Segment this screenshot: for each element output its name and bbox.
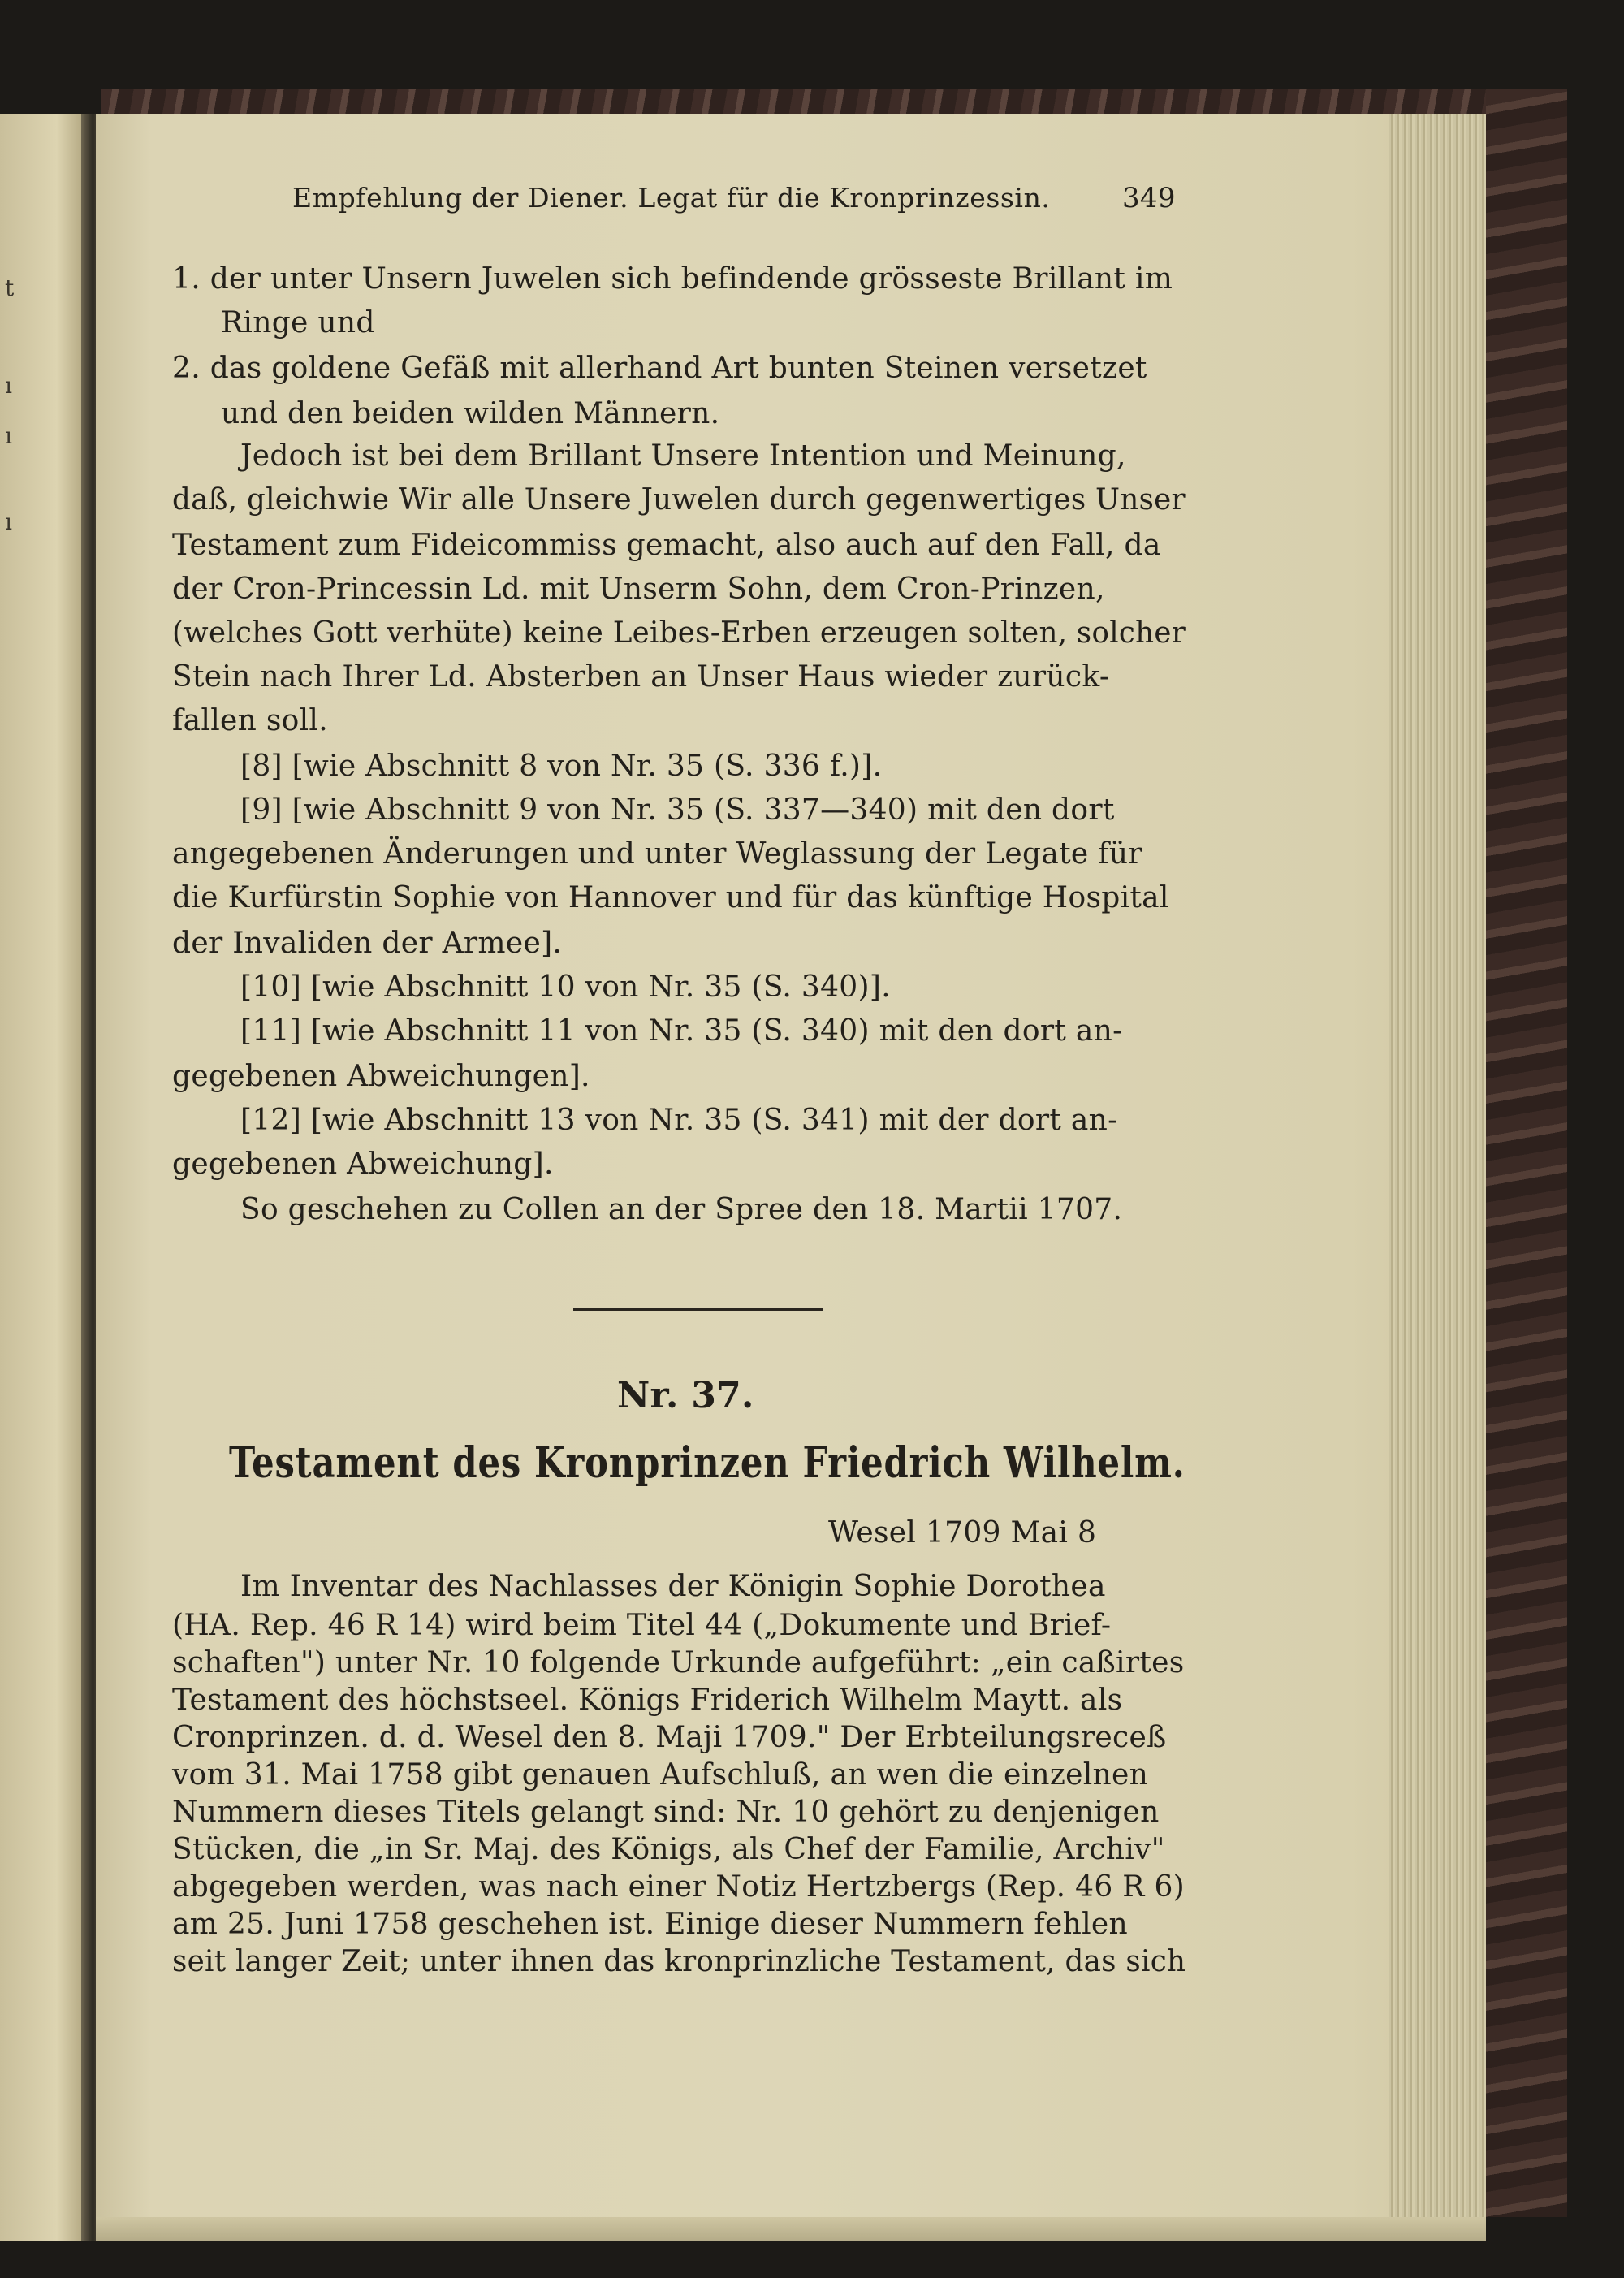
page-number: 349 [1122, 182, 1176, 214]
text-line: 1. der unter Unsern Juwelen sich befindende grösseste Brillant im [172, 262, 1173, 296]
document-title: Testament des Kronprinzen Friedrich Wilhelm. [229, 1438, 1186, 1488]
text-line: 2. das goldene Gefäß mit allerhand Art bunten Steinen versetzet [172, 352, 1147, 385]
text-line: am 25. Juni 1758 geschehen ist. Einige dieser Nummern fehlen [172, 1908, 1128, 1941]
text-line: Testament zum Fideicommiss gemacht, also auch auf den Fall, da [172, 529, 1161, 562]
left-page-mark: ı [5, 372, 12, 399]
text-line: (HA. Rep. 46 R 14) wird beim Titel 44 („Dokumente und Brief- [172, 1609, 1112, 1642]
text-line: und den beiden wilden Männern. [221, 397, 720, 430]
text-line: fallen soll. [172, 704, 328, 737]
text-line: Ringe und [221, 306, 375, 339]
text-line: angegebenen Änderungen und unter Weglassung der Legate für [172, 837, 1142, 871]
left-page-mark: ı [5, 422, 12, 449]
text-line: der Cron-Princessin Ld. mit Unserm Sohn, dem Cron-Prinzen, [172, 573, 1105, 606]
text-line: [11] [wie Abschnitt 11 von Nr. 35 (S. 340) mit den dort an- [240, 1014, 1123, 1048]
section-divider [573, 1308, 823, 1311]
text-line: Nummern dieses Titels gelangt sind: Nr. 10 gehört zu denjenigen [172, 1796, 1160, 1829]
text-line: gegebenen Abweichung]. [172, 1148, 554, 1181]
text-line: schaften") unter Nr. 10 folgende Urkunde aufgeführt: „ein caßirtes [172, 1646, 1185, 1679]
text-line: Stücken, die „in Sr. Maj. des Königs, als Chef der Familie, Archiv" [172, 1833, 1165, 1866]
left-page-mark: ı [5, 508, 12, 535]
text-line: [10] [wie Abschnitt 10 von Nr. 35 (S. 340)]. [240, 970, 891, 1004]
text-line: Testament des höchstseel. Königs Friderich Wilhelm Maytt. als [172, 1684, 1123, 1717]
text-line: [12] [wie Abschnitt 13 von Nr. 35 (S. 341) mit der dort an- [240, 1104, 1118, 1137]
left-page-mark: t [5, 274, 15, 301]
text-line: vom 31. Mai 1758 gibt genauen Aufschluß, an wen die einzelnen [172, 1758, 1149, 1792]
text-line: Im Inventar des Nachlasses der Königin Sophie Dorothea [240, 1570, 1106, 1603]
text-line: Cronprinzen. d. d. Wesel den 8. Maji 1709." Der Erbteilungsreceß [172, 1721, 1167, 1754]
text-line: seit langer Zeit; unter ihnen das kronprinzliche Testament, das sich [172, 1945, 1186, 1978]
text-line: [9] [wie Abschnitt 9 von Nr. 35 (S. 337—340) mit den dort [240, 793, 1115, 827]
text-line: Jedoch ist bei dem Brillant Unsere Intention und Meinung, [240, 439, 1126, 473]
text-line: So geschehen zu Collen an der Spree den 18. Martii 1707. [240, 1193, 1123, 1226]
running-header: Empfehlung der Diener. Legat für die Kronprinzessin. [292, 182, 1051, 214]
text-line: abgegeben werden, was nach einer Notiz Hertzbergs (Rep. 46 R 6) [172, 1870, 1185, 1904]
text-line: Stein nach Ihrer Ld. Absterben an Unser Haus wieder zurück- [172, 660, 1110, 694]
place-date: Wesel 1709 Mai 8 [828, 1516, 1097, 1550]
text-line: daß, gleichwie Wir alle Unsere Juwelen durch gegenwertiges Unser [172, 483, 1186, 517]
text-line: die Kurfürstin Sophie von Hannover und für das künftige Hospital [172, 881, 1169, 914]
text-line: (welches Gott verhüte) keine Leibes-Erben erzeugen solten, solcher [172, 616, 1186, 650]
text-line: [8] [wie Abschnitt 8 von Nr. 35 (S. 336 f.)]. [240, 750, 883, 783]
text-line: der Invaliden der Armee]. [172, 927, 563, 960]
text-line: gegebenen Abweichungen]. [172, 1060, 590, 1093]
document-number: Nr. 37. [617, 1375, 754, 1416]
